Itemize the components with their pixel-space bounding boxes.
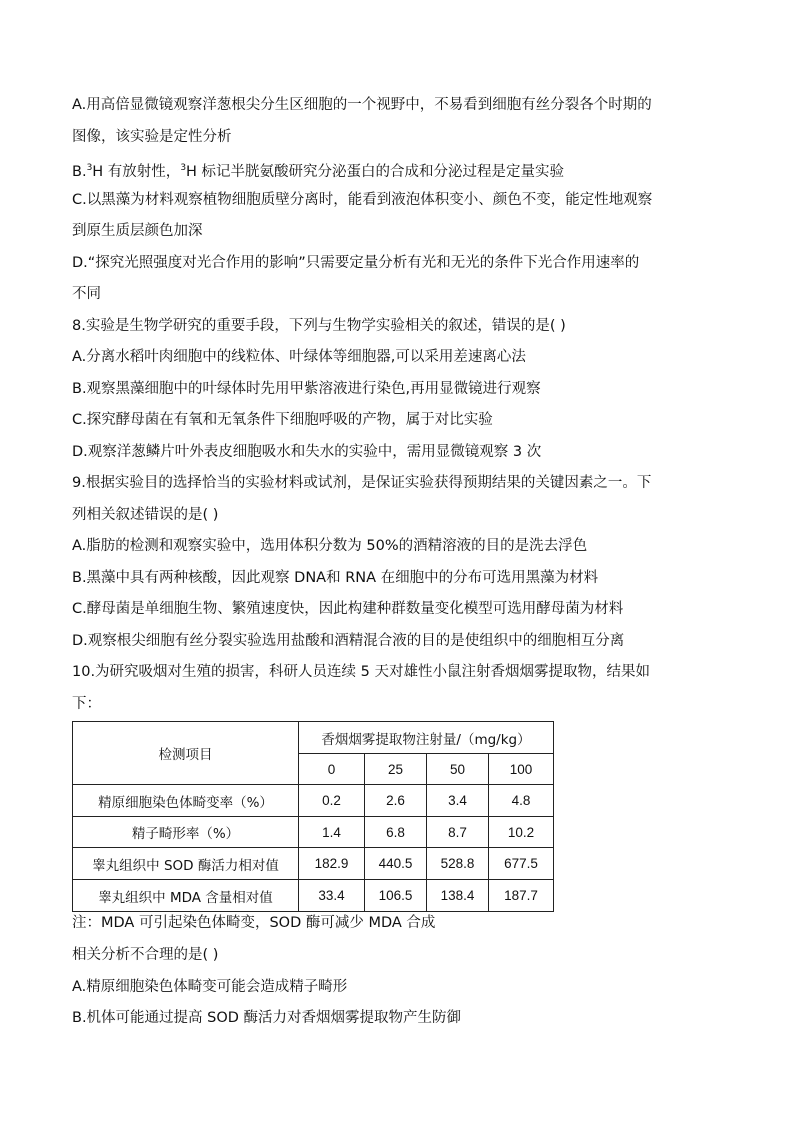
superscript-3: 3	[86, 163, 93, 173]
dose-50: 50	[427, 754, 489, 785]
dose-100: 100	[489, 754, 554, 785]
table-cell: 6.8	[365, 817, 427, 848]
table-cell: 1.4	[299, 817, 365, 848]
table-row	[73, 817, 554, 848]
table-cell: 10.2	[489, 817, 554, 848]
table-cell: 182.9	[299, 848, 365, 880]
table-cell: 3.4	[427, 785, 489, 817]
q7-option-a-line1: A.用高倍显微镜观察洋葱根尖分生区细胞的一个视野中，不易看到细胞有丝分裂各个时期的	[72, 97, 652, 113]
option-b-prefix: B.	[72, 163, 87, 180]
q9-option-a: A.脂肪的检测和观察实验中，选用体积分数为 50%的酒精溶液的目的是洗去浮色	[72, 538, 588, 554]
q10-option-b: B.机体可能通过提高 SOD 酶活力对香烟烟雾提取物产生防御	[72, 1010, 462, 1026]
q10-stem-line1: 10.为研究吸烟对生殖的损害，科研人员连续 5 天对雄性小鼠注射香烟烟雾提取物，结果如	[72, 664, 650, 680]
q7-option-c-line2: 到原生质层颜色加深	[72, 223, 203, 239]
q7-option-c-line1: C.以黑藻为材料观察植物细胞质壁分离时，能看到液泡体积变小、颜色不变，能定性地观察	[72, 192, 653, 208]
table-row	[73, 785, 554, 817]
table-cell: 33.4	[299, 880, 365, 912]
q8-option-b: B.观察黑藻细胞中的叶绿体时先用甲紫溶液进行染色,再用显微镜进行观察	[72, 381, 541, 397]
header-test-item: 检测项目	[73, 722, 299, 785]
q8-option-d: D.观察洋葱鳞片叶外表皮细胞吸水和失水的实验中，需用显微镜观察 3 次	[72, 444, 542, 460]
q10-option-a: A.精原细胞染色体畸变可能会造成精子畸形	[72, 979, 348, 995]
q9-stem-line2: 列相关叙述错误的是( )	[72, 507, 219, 523]
row-label: 睾丸组织中 MDA 含量相对值	[73, 880, 299, 912]
table-cell: 440.5	[365, 848, 427, 880]
table-cell: 0.2	[299, 785, 365, 817]
table-cell: 4.8	[489, 785, 554, 817]
q7-option-b	[72, 158, 722, 182]
q9-option-d: D.观察根尖细胞有丝分裂实验选用盐酸和酒精混合液的目的是使组织中的细胞相互分离	[72, 633, 625, 649]
q8-option-a: A.分离水稻叶肉细胞中的线粒体、叶绿体等细胞器,可以采用差速离心法	[72, 349, 526, 365]
table-cell: 528.8	[427, 848, 489, 880]
option-b-part2: H 标记半胱氨酸研究分泌蛋白的合成和分泌过程是定量实验	[186, 163, 565, 180]
dose-0: 0	[299, 754, 365, 785]
q10-question: 相关分析不合理的是( )	[72, 947, 219, 963]
table-note: 注：MDA 可引起染色体畸变，SOD 酶可减少 MDA 合成	[72, 915, 436, 931]
table-cell: 2.6	[365, 785, 427, 817]
table-cell: 677.5	[489, 848, 554, 880]
q9-option-b: B.黑藻中具有两种核酸，因此观察 DNA和 RNA 在细胞中的分布可选用黑藻为材料	[72, 570, 599, 586]
q9-stem-line1: 9.根据实验目的选择恰当的实验材料或试剂，是保证实验获得预期结果的关键因素之一。下	[72, 475, 652, 491]
q8-option-c: C.探究酵母菌在有氧和无氧条件下细胞呼吸的产物，属于对比实验	[72, 412, 493, 428]
option-b-part1: H 有放射性，	[92, 163, 181, 180]
row-label: 睾丸组织中 SOD 酶活力相对值	[73, 848, 299, 880]
table-cell: 8.7	[427, 817, 489, 848]
row-label: 精原细胞染色体畸变率（%）	[73, 785, 299, 817]
row-label: 精子畸形率（%）	[73, 817, 299, 848]
table-row	[73, 880, 554, 912]
table-cell: 106.5	[365, 880, 427, 912]
table-row	[73, 848, 554, 880]
q7-option-d-line1: D.“探究光照强度对光合作用的影响”只需要定量分析有光和无光的条件下光合作用速率的	[72, 255, 640, 271]
table-cell: 138.4	[427, 880, 489, 912]
q7-option-d-line2: 不同	[72, 286, 101, 302]
dose-25: 25	[365, 754, 427, 785]
results-table	[72, 721, 554, 912]
header-dose-group: 香烟烟雾提取物注射量/（mg/kg）	[299, 722, 554, 754]
q10-stem-line2: 下：	[72, 696, 101, 712]
q9-option-c: C.酵母菌是单细胞生物、繁殖速度快，因此构建种群数量变化模型可选用酵母菌为材料	[72, 601, 624, 617]
superscript-3-second: 3	[180, 163, 187, 173]
q7-option-a-line2: 图像，该实验是定性分析	[72, 129, 232, 145]
q8-stem: 8.实验是生物学研究的重要手段，下列与生物学实验相关的叙述，错误的是( )	[72, 318, 566, 334]
table-cell: 187.7	[489, 880, 554, 912]
